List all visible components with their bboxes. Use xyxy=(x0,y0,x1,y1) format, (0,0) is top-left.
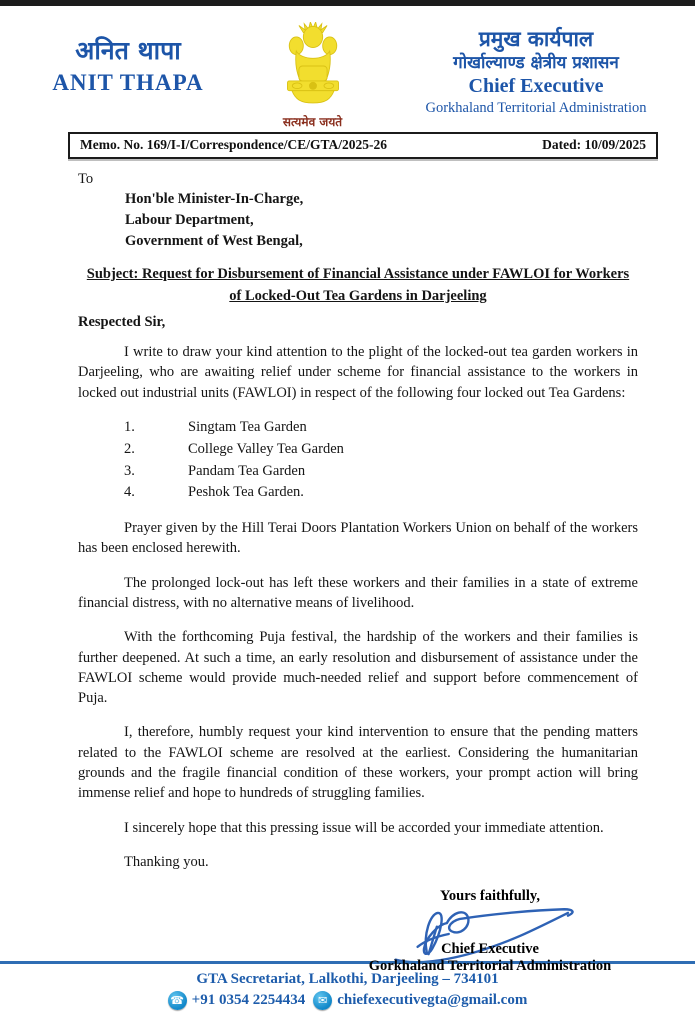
list-item xyxy=(124,439,638,461)
memo-number: Memo. No. 169/I-I/Correspondence/CE/GTA/2025-26 xyxy=(80,137,387,152)
footer-phone-item xyxy=(168,991,306,1010)
addressee-line: Hon'ble Minister-In-Charge, xyxy=(125,191,304,208)
valediction: Yours faithfully, xyxy=(440,888,540,905)
addressee-block xyxy=(125,189,638,252)
list-item-number: 3. xyxy=(124,462,135,479)
list-item-number: 2. xyxy=(124,440,135,457)
list-item xyxy=(124,482,638,504)
emblem-block xyxy=(243,22,383,130)
signer-title: Chief Executive xyxy=(441,941,539,958)
office-org-devanagari: गोर्खाल्याण्ड क्षेत्रीय प्रशासन xyxy=(453,53,619,74)
signer-organization: Gorkhaland Territorial Administration xyxy=(368,958,612,975)
email-icon: ✉ xyxy=(313,991,332,1010)
paragraph: The prolonged lock-out has left these workers and their families in a state of extreme financial distress, with no alternative means of livelihood. xyxy=(78,574,638,611)
memo-date: Dated: 10/09/2025 xyxy=(542,137,646,152)
paragraph: With the forthcoming Puja festival, the hardship of the workers and their families is further deepened. At such a time, an early resolution and disbursement of assistance under the FAWLOI scheme would provide much-needed relief and support before commencement of Puja. xyxy=(78,629,638,707)
closing-line: Thanking you. xyxy=(124,853,209,870)
letterhead xyxy=(0,6,695,129)
office-title-block xyxy=(391,22,681,118)
to-label: To xyxy=(78,171,94,187)
sender-name-block xyxy=(22,22,234,96)
signature-block xyxy=(365,888,615,975)
office-org-english: Gorkhaland Territorial Administration xyxy=(425,100,647,117)
addressee-line: Government of West Bengal, xyxy=(125,233,303,250)
list-item xyxy=(124,461,638,483)
paragraph: I, therefore, humbly request your kind intervention to ensure that the pending matters related to the FAWLOI scheme are resolved at the earliest. Considering the humanitarian grounds and the fragile financial condition of these workers, your prompt action will bring immense relief and hope to hundreds of struggling families. xyxy=(78,724,638,802)
ashoka-emblem-icon xyxy=(273,97,353,114)
office-title-devanagari: प्रमुख कार्यपाल xyxy=(478,27,594,51)
list-item-label: College Valley Tea Garden xyxy=(188,440,344,457)
office-title-english: Chief Executive xyxy=(468,75,604,98)
sender-name-english: ANIT THAPA xyxy=(52,70,204,95)
sender-name-devanagari: अनित थापा xyxy=(75,36,181,65)
list-item-label: Singtam Tea Garden xyxy=(188,419,307,436)
footer-contact-row xyxy=(0,991,695,1010)
tea-garden-list xyxy=(124,417,638,504)
list-item-label: Pandam Tea Garden xyxy=(188,462,306,479)
footer-address: GTA Secretariat, Lalkothi, Darjeeling – 734101 xyxy=(196,971,499,987)
phone-icon: ☎ xyxy=(168,991,187,1010)
list-item-label: Peshok Tea Garden. xyxy=(188,484,304,501)
subject-line: Subject: Request for Disbursement of Financial Assistance under FAWLOI for Workers of Locked-Out Tea Gardens in Darjeeling xyxy=(86,266,630,305)
footer-email-item xyxy=(313,991,527,1010)
footer-phone: +91 0354 2254434 xyxy=(191,992,306,1008)
paragraph: I write to draw your kind attention to the plight of the locked-out tea garden workers in Darjeeling, who are awaiting relief under scheme for financial assistance to the workers in locked out industrial units (FAWLOI) in respect of the following four locked out Tea Gardens: xyxy=(78,344,638,401)
paragraph: Prayer given by the Hill Terai Doors Plantation Workers Union on behalf of the workers has been enclosed herewith. xyxy=(78,520,638,557)
letter-body xyxy=(78,169,638,872)
footer-email: chiefexecutivegta@gmail.com xyxy=(337,992,528,1008)
list-item-number: 1. xyxy=(124,419,135,436)
list-item-number: 4. xyxy=(124,484,135,501)
paragraph: I sincerely hope that this pressing issue will be accorded your immediate attention. xyxy=(124,819,604,836)
salutation: Respected Sir, xyxy=(78,313,166,330)
list-item xyxy=(124,417,638,439)
emblem-motto: सत्यमेव जयते xyxy=(282,115,343,129)
memo-reference-box xyxy=(68,132,658,159)
addressee-line: Labour Department, xyxy=(125,212,254,229)
